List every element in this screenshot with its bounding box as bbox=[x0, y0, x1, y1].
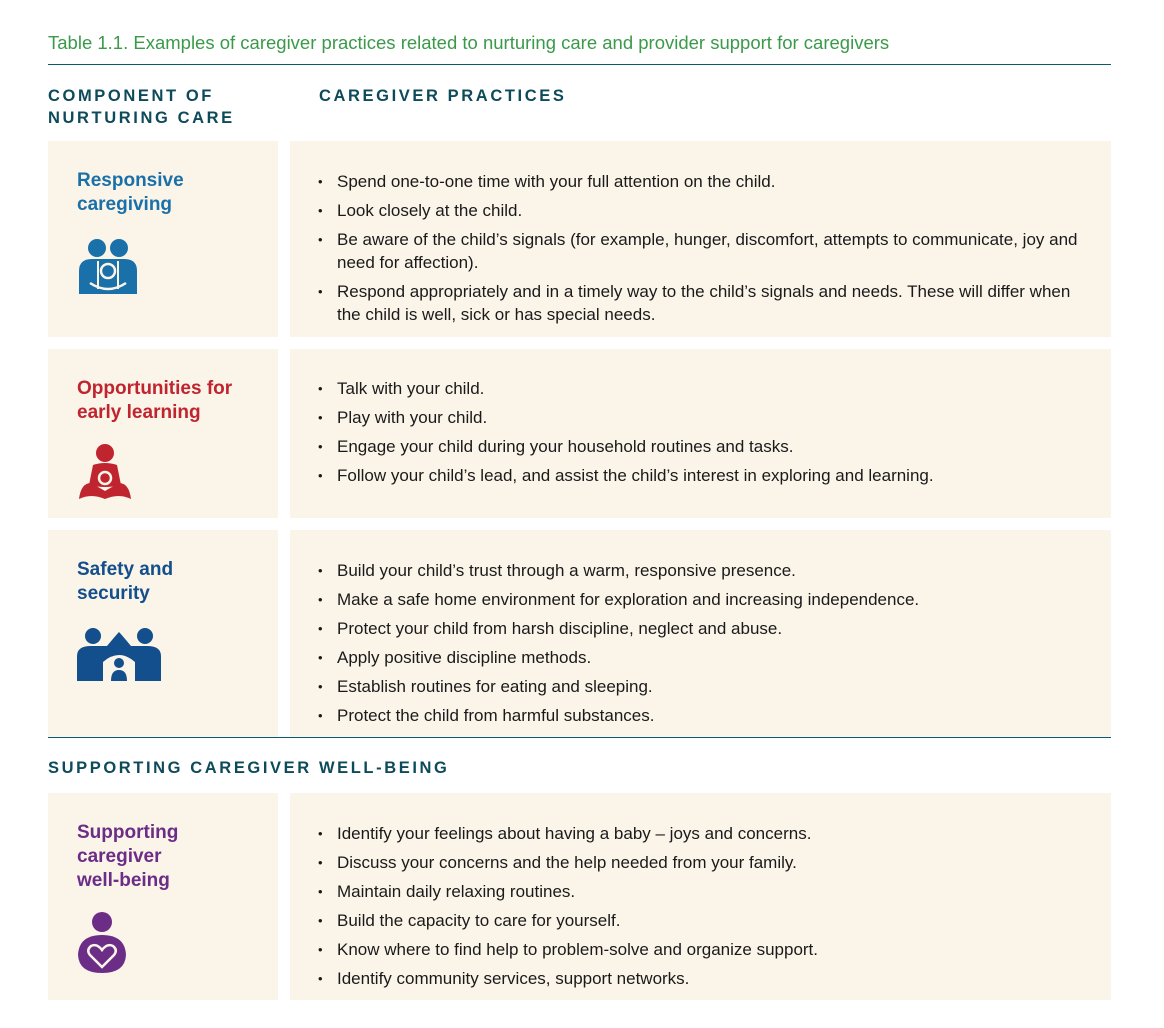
practice-item: • Establish routines for eating and sleeping. bbox=[318, 675, 1081, 698]
practice-item: • Identify your feelings about having a baby – joys and concerns. bbox=[318, 822, 1081, 845]
practice-item: • Play with your child. bbox=[318, 406, 1081, 429]
section-divider bbox=[48, 737, 1111, 738]
practice-item: • Follow your child’s lead, and assist the child’s interest in exploring and learning. bbox=[318, 464, 1081, 487]
practice-item: • Make a safe home environment for exploration and increasing independence. bbox=[318, 588, 1081, 611]
practice-item: • Talk with your child. bbox=[318, 377, 1081, 400]
component-cell-responsive-caregiving bbox=[48, 141, 278, 337]
practice-item: • Know where to find help to problem-solve and organize support. bbox=[318, 938, 1081, 961]
person-heart-icon bbox=[77, 911, 127, 973]
component-label: Responsive caregiving bbox=[77, 170, 184, 215]
practice-item: • Identify community services, support networks. bbox=[318, 967, 1081, 990]
table-title: Table 1.1. Examples of caregiver practices related to nurturing care and provider support for caregivers bbox=[48, 32, 1111, 65]
practice-item: • Apply positive discipline methods. bbox=[318, 646, 1081, 669]
practice-item: • Maintain daily relaxing routines. bbox=[318, 880, 1081, 903]
component-label: Supporting caregiver well-being bbox=[77, 822, 179, 891]
practice-item: • Protect your child from harsh discipline, neglect and abuse. bbox=[318, 617, 1081, 640]
practices-cell-early-learning bbox=[290, 349, 1111, 518]
practice-item: • Build your child’s trust through a warm, responsive presence. bbox=[318, 559, 1081, 582]
practices-cell-caregiver-wellbeing bbox=[290, 793, 1111, 1000]
column-header-practices: CAREGIVER PRACTICES bbox=[319, 87, 567, 105]
practice-item: • Protect the child from harmful substances. bbox=[318, 704, 1081, 727]
component-cell-early-learning bbox=[48, 349, 278, 518]
practice-item: • Be aware of the child’s signals (for example, hunger, discomfort, attempts to communicate, joy and need for affection). bbox=[318, 228, 1081, 274]
component-cell-caregiver-wellbeing bbox=[48, 793, 278, 1000]
family-sheltering-child-icon bbox=[77, 626, 161, 682]
component-cell-safety-security bbox=[48, 530, 278, 737]
column-header-component: COMPONENT OF NURTURING CARE bbox=[48, 87, 235, 127]
component-label: Opportunities for early learning bbox=[77, 378, 233, 423]
practice-item: • Build the capacity to care for yourself. bbox=[318, 909, 1081, 932]
practices-cell-responsive-caregiving bbox=[290, 141, 1111, 337]
practice-item: • Spend one-to-one time with your full attention on the child. bbox=[318, 170, 1081, 193]
practice-item: • Engage your child during your household routines and tasks. bbox=[318, 435, 1081, 458]
practices-cell-safety-security bbox=[290, 530, 1111, 737]
practice-item: • Respond appropriately and in a timely way to the child’s signals and needs. These will differ when the child is well, sick or has special needs. bbox=[318, 280, 1081, 326]
caregiver-holding-child-icon bbox=[77, 237, 139, 295]
practice-item: • Look closely at the child. bbox=[318, 199, 1081, 222]
practice-item: • Discuss your concerns and the help needed from your family. bbox=[318, 851, 1081, 874]
sitting-child-icon bbox=[77, 443, 133, 501]
component-label: Safety and security bbox=[77, 559, 174, 604]
section-header-support: SUPPORTING CAREGIVER WELL-BEING bbox=[48, 759, 450, 777]
